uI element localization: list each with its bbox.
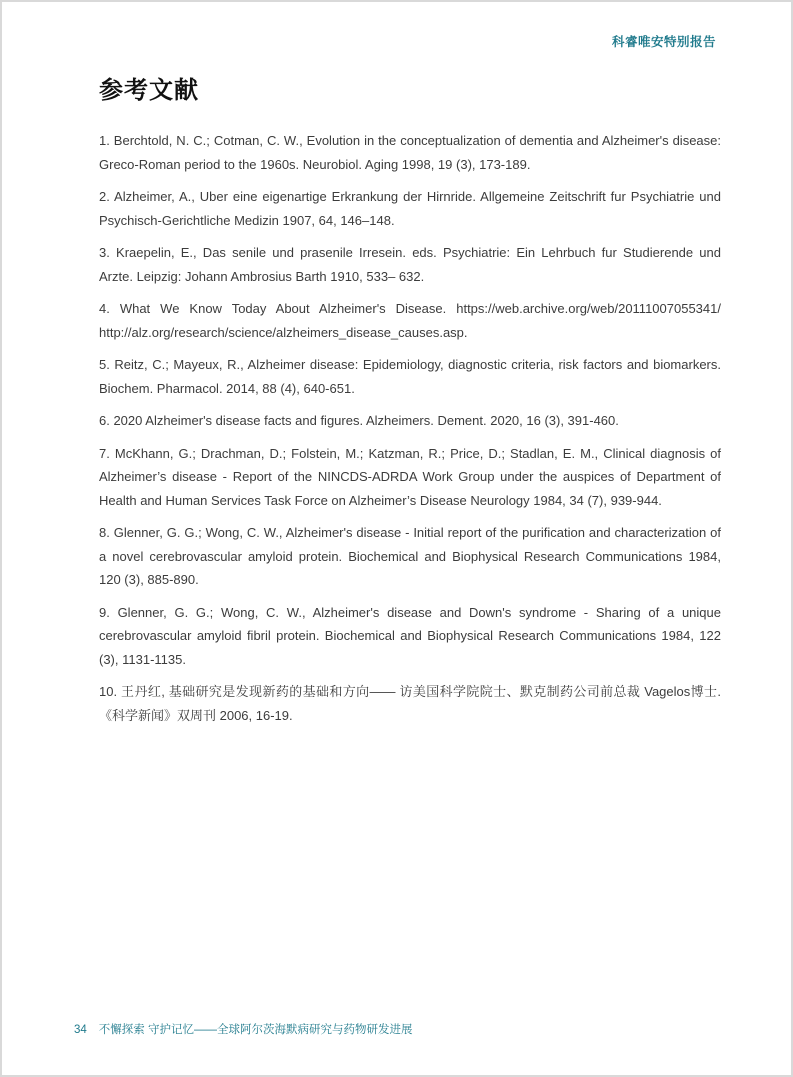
footer-report-title: 不懈探索 守护记忆——全球阿尔茨海默病研究与药物研发进展 xyxy=(98,1024,413,1036)
reference-item: 10. 王丹红, 基础研究是发现新药的基础和方向—— 访美国科学院院士、默克制药公司前总裁 Vagelos博士.《科学新闻》双周刊 2006, 16-19. xyxy=(99,684,721,723)
reference-item: 9. Glenner, G. G.; Wong, C. W., Alzheimer's disease and Down's syndrome - Sharing of a unique cerebrovascular amyloid fibril protein. Biochemical and Biophysical Research Communications 1984, 122 (3), 1131-1135. xyxy=(99,604,721,667)
reference-item: 8. Glenner, G. G.; Wong, C. W., Alzheimer's disease - Initial report of the purification and characterization of a novel cerebrovascular amyloid protein. Biochemical and Biophysical Research Communications 1984, 120 (3), 885-890. xyxy=(99,525,721,587)
reference-item: 7. McKhann, G.; Drachman, D.; Folstein, M.; Katzman, R.; Price, D.; Stadlan, E. M., Clinical diagnosis of Alzheimer’s disease - Report of the NINCDS-ADRDA Work Group under the auspices of Department of Health and Human Services Task Force on Alzheimer’s Disease Neurology 1984, 34 (7), 939-944. xyxy=(99,445,721,508)
report-header-label: 科睿唯安特别报告 xyxy=(611,35,716,49)
reference-item: 4. What We Know Today About Alzheimer's Disease. https://web.archive.org/web/20111007055341/ http://alz.org/research/science/alzheimers_disease_causes.asp. xyxy=(99,301,721,340)
page-content xyxy=(99,70,721,736)
reference-item: 5. Reitz, C.; Mayeux, R., Alzheimer disease: Epidemiology, diagnostic criteria, risk factors and biomarkers. Biochem. Pharmacol. 2014, 88 (4), 640-651. xyxy=(99,357,721,396)
reference-item: 1. Berchtold, N. C.; Cotman, C. W., Evolution in the conceptualization of dementia and Alzheimer's disease: Greco-Roman period to the 1960s. Neurobiol. Aging 1998, 19 (3), 173-189. xyxy=(99,133,721,172)
reference-item: 2. Alzheimer, A., Uber eine eigenartige Erkrankung der Hirnride. Allgemeine Zeitschrift fur Psychiatrie und Psychisch-Gerichtliche Medizin 1907, 64, 146–148. xyxy=(99,189,721,228)
reference-list xyxy=(99,129,721,727)
page-title: 参考文献 xyxy=(99,77,199,104)
reference-item: 6. 2020 Alzheimer's disease facts and figures. Alzheimers. Dement. 2020, 16 (3), 391-460. xyxy=(99,413,619,428)
page-footer xyxy=(74,1021,413,1037)
page-number: 34 xyxy=(74,1024,87,1036)
reference-item: 3. Kraepelin, E., Das senile und prasenile Irresein. eds. Psychiatrie: Ein Lehrbuch fur Studierende und Arzte. Leipzig: Johann Ambrosius Barth 1910, 533– 632. xyxy=(99,245,721,284)
